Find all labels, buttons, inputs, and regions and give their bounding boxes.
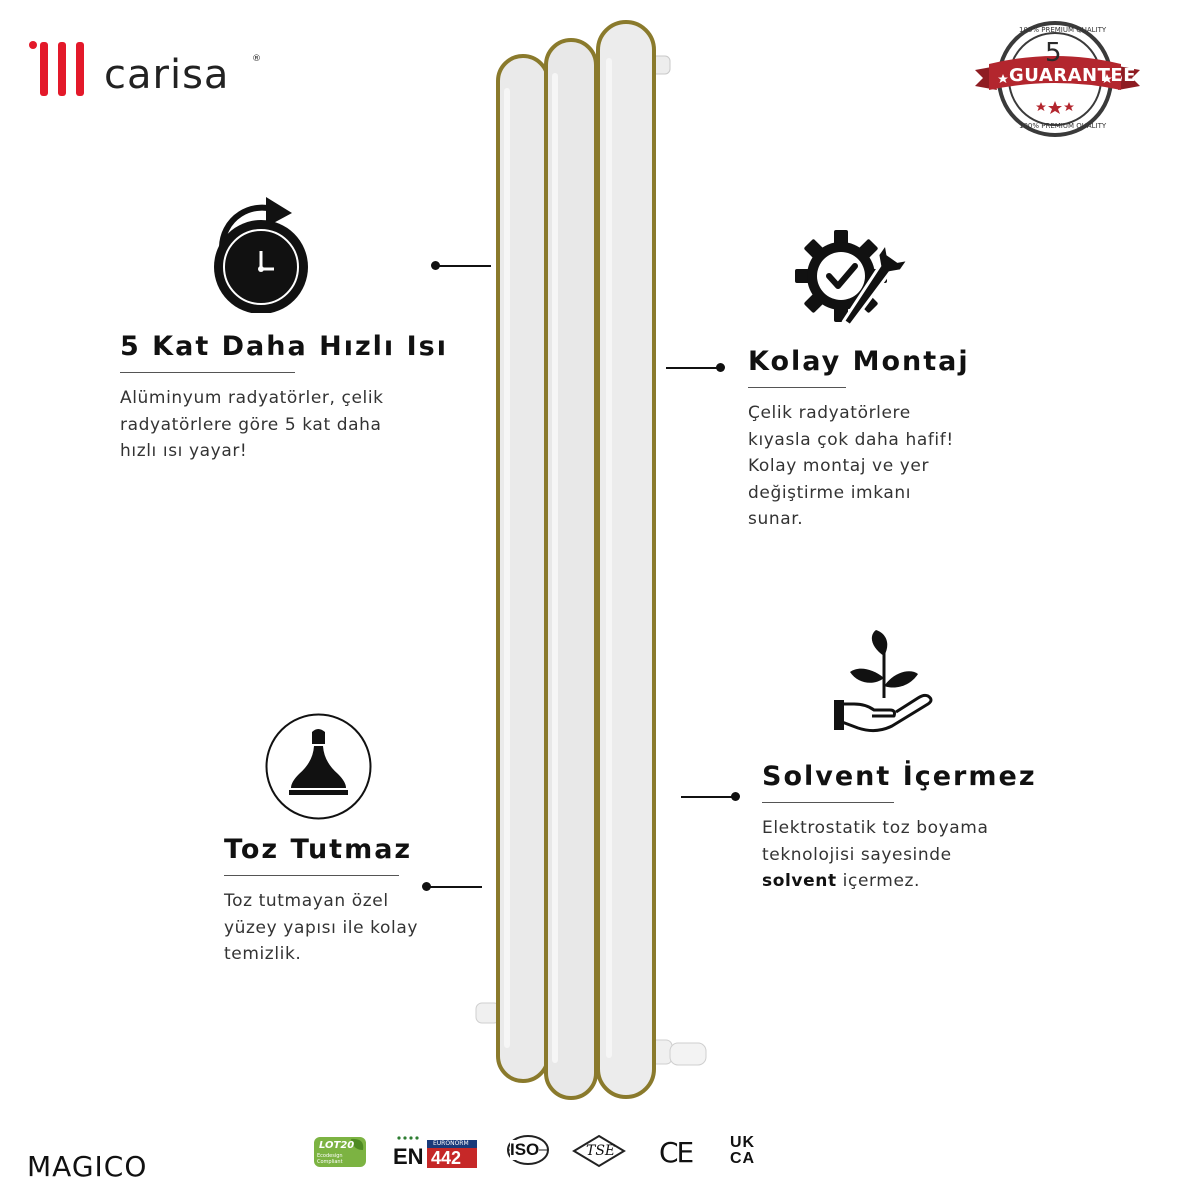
feature-heat-line: Alüminyum radyatörler, çelik xyxy=(120,388,384,408)
plant-hand-icon xyxy=(832,628,936,742)
euronorm-label: EURONORM xyxy=(433,1140,469,1147)
feature-solvent-underline xyxy=(762,802,894,803)
feature-dust-description xyxy=(224,888,464,968)
gear-wrench-icon xyxy=(795,228,917,334)
feature-solvent-description xyxy=(762,815,1052,895)
lot20-label: LOT20 xyxy=(319,1140,355,1151)
model-name: MAGICO xyxy=(27,1150,148,1183)
feature-mount-line: sunar. xyxy=(748,509,804,529)
guarantee-ring-text-top: 100% PREMIUM QUALITY xyxy=(1019,26,1107,34)
feature-dust-title: Toz Tutmaz xyxy=(224,834,413,865)
feature-mount-line: kıyasla çok daha hafif! xyxy=(748,429,954,450)
brand-name: carisa xyxy=(104,52,230,98)
pointer-dot-mount xyxy=(716,363,725,372)
feature-heat-title: 5 Kat Daha Hızlı Isı xyxy=(120,331,448,362)
ukca-top: UK xyxy=(730,1134,756,1151)
ukca-mark xyxy=(730,1134,770,1170)
feature-solvent-line: teknolojisi sayesinde xyxy=(762,844,952,865)
feature-heat xyxy=(120,331,448,465)
feature-dust xyxy=(224,834,464,968)
tse-logo xyxy=(572,1134,626,1168)
feature-solvent-line xyxy=(762,868,1052,895)
en-number: 442 xyxy=(431,1148,462,1168)
guarantee-ring-text-bottom: 100% PREMIUM QUALITY xyxy=(1019,122,1107,130)
lot20-logo xyxy=(313,1136,367,1168)
pointer-line-heat xyxy=(436,265,491,267)
en-label: EN xyxy=(393,1144,424,1169)
feature-dust-line: yüzey yapısı ile kolay xyxy=(224,917,419,938)
feature-solvent-after: içermez. xyxy=(836,871,921,891)
feature-dust-line: temizlik. xyxy=(224,944,302,964)
feature-heat-underline xyxy=(120,372,295,373)
feature-heat-description xyxy=(120,385,440,465)
guarantee-badge xyxy=(975,18,1140,140)
feature-heat-line: hızlı ısı yayar! xyxy=(120,441,248,461)
registered-mark: ® xyxy=(252,54,261,64)
feature-mount xyxy=(748,346,1008,533)
pointer-dot-solvent xyxy=(731,792,740,801)
feature-dust-underline xyxy=(224,875,399,876)
en442-logo xyxy=(393,1134,479,1170)
feature-solvent-bold: solvent xyxy=(762,871,837,891)
logo-mark-icon xyxy=(26,40,96,98)
feature-mount-line: Çelik radyatörlere xyxy=(748,403,911,423)
feature-mount-line: değiştirme imkanı xyxy=(748,482,912,503)
feature-mount-description xyxy=(748,400,1008,533)
guarantee-ribbon-text: GUARANTEE xyxy=(1009,65,1136,86)
feature-dust-line: Toz tutmayan özel xyxy=(224,891,389,911)
feature-solvent-line: Elektrostatik toz boyama xyxy=(762,818,989,838)
radiator-image xyxy=(470,18,720,1103)
guarantee-years: 5 xyxy=(1045,38,1062,68)
iso-logo xyxy=(506,1134,550,1166)
iso-label: ISO xyxy=(510,1140,540,1159)
pointer-line-mount xyxy=(666,367,721,369)
feature-mount-line: Kolay montaj ve yer xyxy=(748,456,930,476)
ce-mark: CE xyxy=(659,1136,693,1169)
pointer-line-solvent xyxy=(681,796,736,798)
feature-solvent xyxy=(762,761,1052,895)
carisa-logo xyxy=(26,40,261,100)
feature-mount-underline xyxy=(748,387,846,388)
feature-heat-line: radyatörlere göre 5 kat daha xyxy=(120,414,382,435)
lot20-sub: Ecodesign Compliant xyxy=(317,1153,343,1165)
clock-arrow-icon xyxy=(208,195,316,313)
feature-solvent-title: Solvent İçermez xyxy=(762,761,1037,792)
feature-mount-title: Kolay Montaj xyxy=(748,346,970,377)
ukca-bottom: CA xyxy=(730,1150,756,1167)
tse-label: TSE xyxy=(586,1143,616,1159)
duster-icon xyxy=(264,712,373,821)
